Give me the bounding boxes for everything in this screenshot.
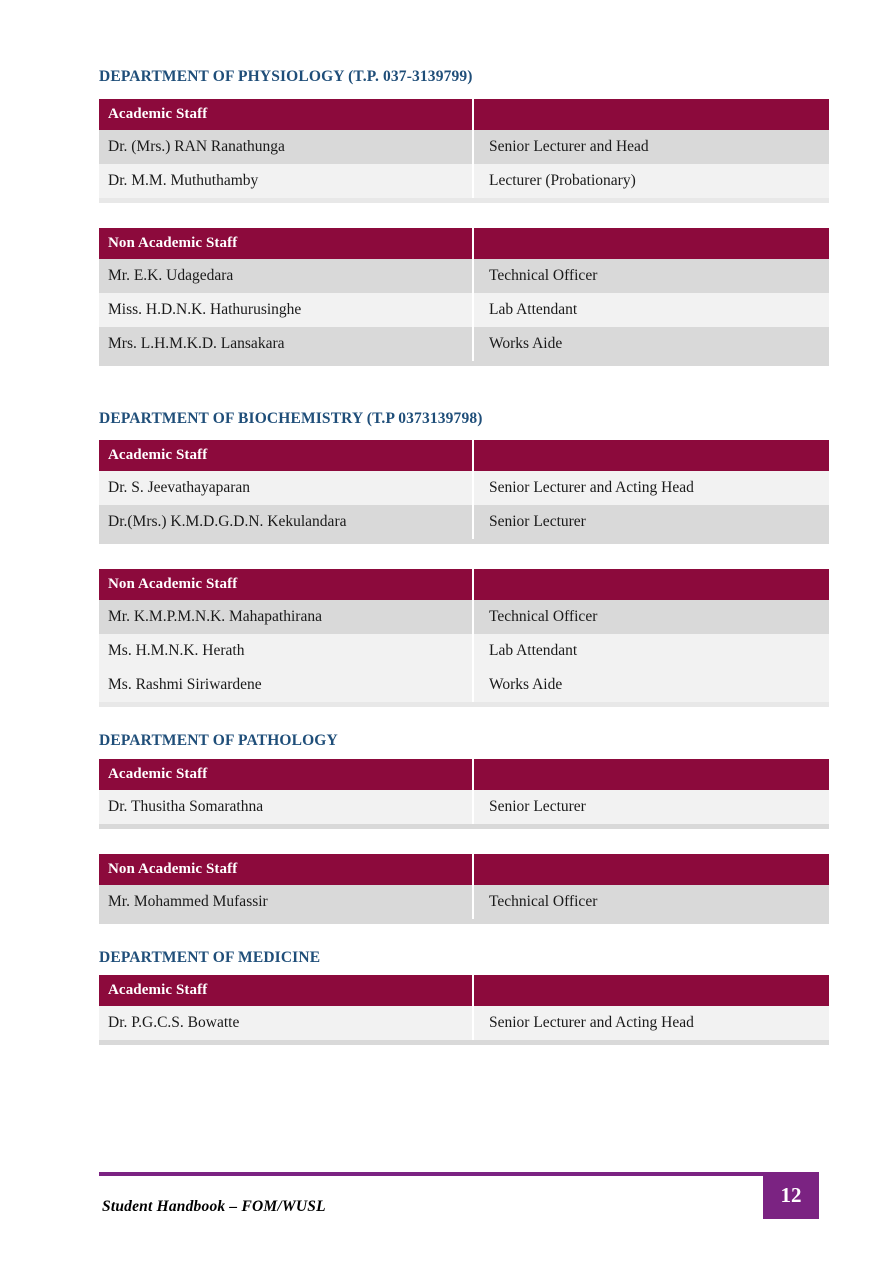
staff-position: Lecturer (Probationary) [473,164,829,198]
staff-position: Technical Officer [473,885,829,919]
staff-position: Technical Officer [473,600,829,634]
department-heading-physiology: DEPARTMENT OF PHYSIOLOGY (T.P. 037-3139799) [99,68,473,85]
table-row [99,885,829,919]
footer-caption: Student Handbook – FOM/WUSL [102,1198,326,1215]
table-header-row [99,440,829,471]
table-header-label-secondary [473,854,829,885]
spacer [99,751,829,759]
table-header-label: Non Academic Staff [99,228,473,259]
staff-position: Senior Lecturer [473,790,829,824]
table-row [99,164,829,198]
table-row [99,259,829,293]
spacer [99,829,829,854]
staff-table-physiology-nonacademic [99,228,829,361]
table-row [99,293,829,327]
table-row [99,668,829,702]
spacer [99,428,829,440]
staff-name: Miss. H.D.N.K. Hathurusinghe [99,293,473,327]
staff-name: Mr. Mohammed Mufassir [99,885,473,919]
table-row [99,1006,829,1040]
table-header-label-secondary [473,975,829,1006]
table-header-row [99,569,829,600]
table-header-label-secondary [473,99,829,130]
table-header-row [99,975,829,1006]
staff-position: Senior Lecturer and Acting Head [473,1006,829,1040]
table-header-row [99,228,829,259]
spacer [99,544,829,569]
table-row [99,505,829,539]
spacer [99,203,829,228]
staff-position: Senior Lecturer and Acting Head [473,471,829,505]
table-row [99,634,829,668]
footer-divider-rule [99,1172,795,1176]
staff-position: Senior Lecturer and Head [473,130,829,164]
table-row [99,471,829,505]
department-heading-pathology: DEPARTMENT OF PATHOLOGY [99,732,338,750]
spacer [99,87,829,99]
staff-name: Dr. (Mrs.) RAN Ranathunga [99,130,473,164]
staff-name: Ms. H.M.N.K. Herath [99,634,473,668]
staff-position: Works Aide [473,668,829,702]
table-header-label-secondary [473,569,829,600]
spacer [99,967,829,975]
staff-position: Works Aide [473,327,829,361]
table-header-label: Academic Staff [99,759,473,790]
staff-name: Dr. Thusitha Somarathna [99,790,473,824]
staff-table-physiology-academic [99,99,829,198]
staff-position: Technical Officer [473,259,829,293]
staff-name: Dr. S. Jeevathayaparan [99,471,473,505]
staff-table-biochemistry-academic [99,440,829,539]
staff-name: Mr. E.K. Udagedara [99,259,473,293]
table-header-label: Non Academic Staff [99,854,473,885]
page-number-badge: 12 [763,1172,819,1219]
table-row [99,327,829,361]
staff-position: Lab Attendant [473,634,829,668]
table-header-row [99,759,829,790]
staff-table-biochemistry-nonacademic [99,569,829,702]
department-heading-biochemistry: DEPARTMENT OF BIOCHEMISTRY (T.P 0373139798) [99,409,483,427]
spacer [99,366,829,410]
table-bottom-border [99,1040,829,1045]
staff-table-pathology-nonacademic [99,854,829,919]
table-header-label-secondary [473,440,829,471]
staff-name: Ms. Rashmi Siriwardene [99,668,473,702]
table-header-label: Academic Staff [99,975,473,1006]
table-row [99,600,829,634]
table-header-label: Non Academic Staff [99,569,473,600]
spacer [99,924,829,949]
table-header-label: Academic Staff [99,99,473,130]
table-header-label-secondary [473,759,829,790]
table-row [99,790,829,824]
staff-name: Dr. P.G.C.S. Bowatte [99,1006,473,1040]
table-header-label-secondary [473,228,829,259]
spacer [99,707,829,732]
staff-table-medicine-academic [99,975,829,1040]
department-heading-medicine: DEPARTMENT OF MEDICINE [99,948,321,966]
table-header-label: Academic Staff [99,440,473,471]
page-content [99,68,829,1045]
staff-name: Dr.(Mrs.) K.M.D.G.D.N. Kekulandara [99,505,473,539]
staff-name: Mrs. L.H.M.K.D. Lansakara [99,327,473,361]
table-header-row [99,854,829,885]
staff-name: Mr. K.M.P.M.N.K. Mahapathirana [99,600,473,634]
table-row [99,130,829,164]
table-header-row [99,99,829,130]
staff-position: Lab Attendant [473,293,829,327]
staff-position: Senior Lecturer [473,505,829,539]
staff-table-pathology-academic [99,759,829,824]
staff-name: Dr. M.M. Muthuthamby [99,164,473,198]
